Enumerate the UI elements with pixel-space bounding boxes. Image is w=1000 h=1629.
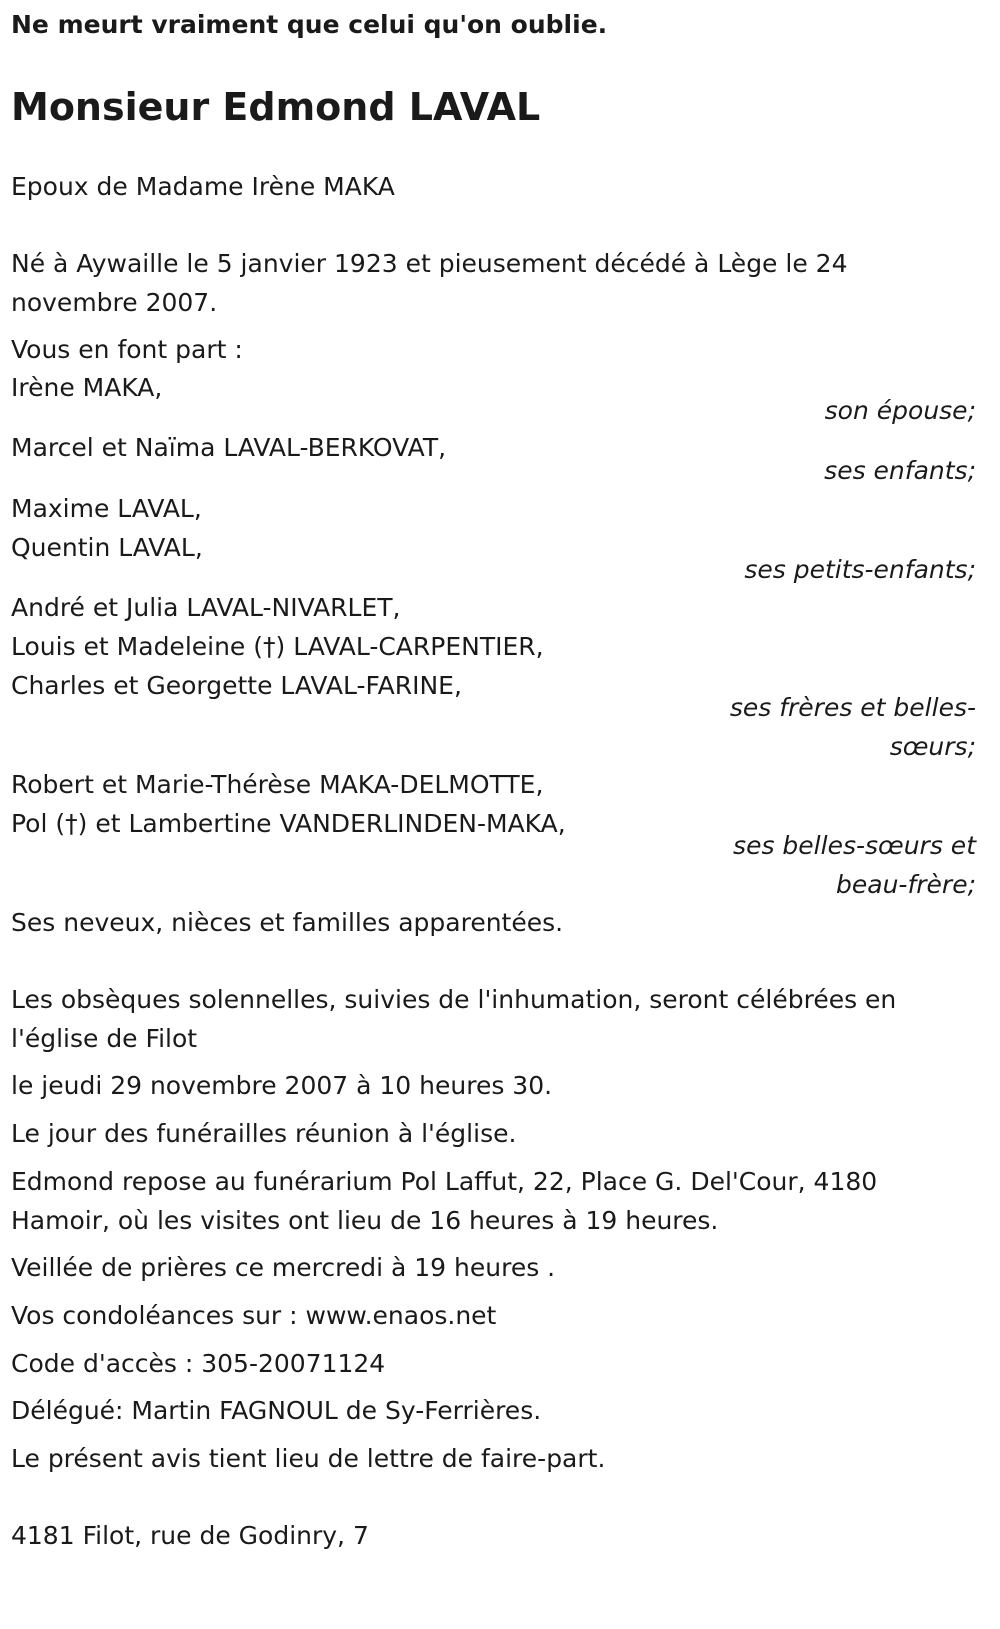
grandchild-name: Quentin LAVAL, xyxy=(11,533,203,562)
vigil-info: Veillée de prières ce mercredi à 19 heures . xyxy=(11,1253,556,1282)
rest-info: Edmond repose au funérarium Pol Laffut, 22, Place G. Del'Cour, 4180 Hamoir, où les visites ont lieu de 16 heures à 19 heures. xyxy=(11,1167,878,1235)
birth-death: Né à Aywaille le 5 janvier 1923 et pieusement décédé à Lège le 24 novembre 2007. xyxy=(11,249,848,317)
reunion-info: Le jour des funérailles réunion à l'église. xyxy=(11,1119,517,1148)
delegate-info: Délégué: Martin FAGNOUL de Sy-Ferrières. xyxy=(11,1396,542,1425)
address: 4181 Filot, rue de Godinry, 7 xyxy=(11,1521,369,1550)
sibling-name: Louis et Madeleine (†) LAVAL-CARPENTIER, xyxy=(11,632,544,661)
in-law-name: Pol (†) et Lambertine VANDERLINDEN-MAKA, xyxy=(11,809,566,838)
funeral-date-time: le jeudi 29 novembre 2007 à 10 heures 30. xyxy=(11,1071,553,1100)
spouse-name: Irène MAKA, xyxy=(11,373,163,402)
children-role: ses enfants; xyxy=(824,456,976,485)
in-laws-role: ses belles-sœurs et beau-frère; xyxy=(733,831,976,899)
children-name: Marcel et Naïma LAVAL-BERKOVAT, xyxy=(11,433,447,462)
spouse-line: Epoux de Madame Irène MAKA xyxy=(11,172,395,201)
spouse-role: son épouse; xyxy=(824,396,976,425)
in-law-name: Robert et Marie-Thérèse MAKA-DELMOTTE, xyxy=(11,770,544,799)
notice-info: Le présent avis tient lieu de lettre de faire-part. xyxy=(11,1444,606,1473)
siblings-role: ses frères et belles-sœurs; xyxy=(729,693,976,761)
sibling-name: Charles et Georgette LAVAL-FARINE, xyxy=(11,671,462,700)
deceased-name: Monsieur Edmond LAVAL xyxy=(11,85,541,129)
funeral-info: Les obsèques solennelles, suivies de l'inhumation, seront célébrées en l'église de Filot xyxy=(11,985,897,1053)
grandchild-name: Maxime LAVAL, xyxy=(11,494,202,523)
other-relatives: Ses neveux, nièces et familles apparentées. xyxy=(11,908,564,937)
access-code: Code d'accès : 305-20071124 xyxy=(11,1349,386,1378)
sibling-name: André et Julia LAVAL-NIVARLET, xyxy=(11,593,401,622)
condolences-info: Vos condoléances sur : www.enaos.net xyxy=(11,1301,497,1330)
grandchildren-role: ses petits-enfants; xyxy=(744,555,976,584)
announcement-intro: Vous en font part : xyxy=(11,335,243,364)
motto: Ne meurt vraiment que celui qu'on oublie. xyxy=(11,10,608,39)
